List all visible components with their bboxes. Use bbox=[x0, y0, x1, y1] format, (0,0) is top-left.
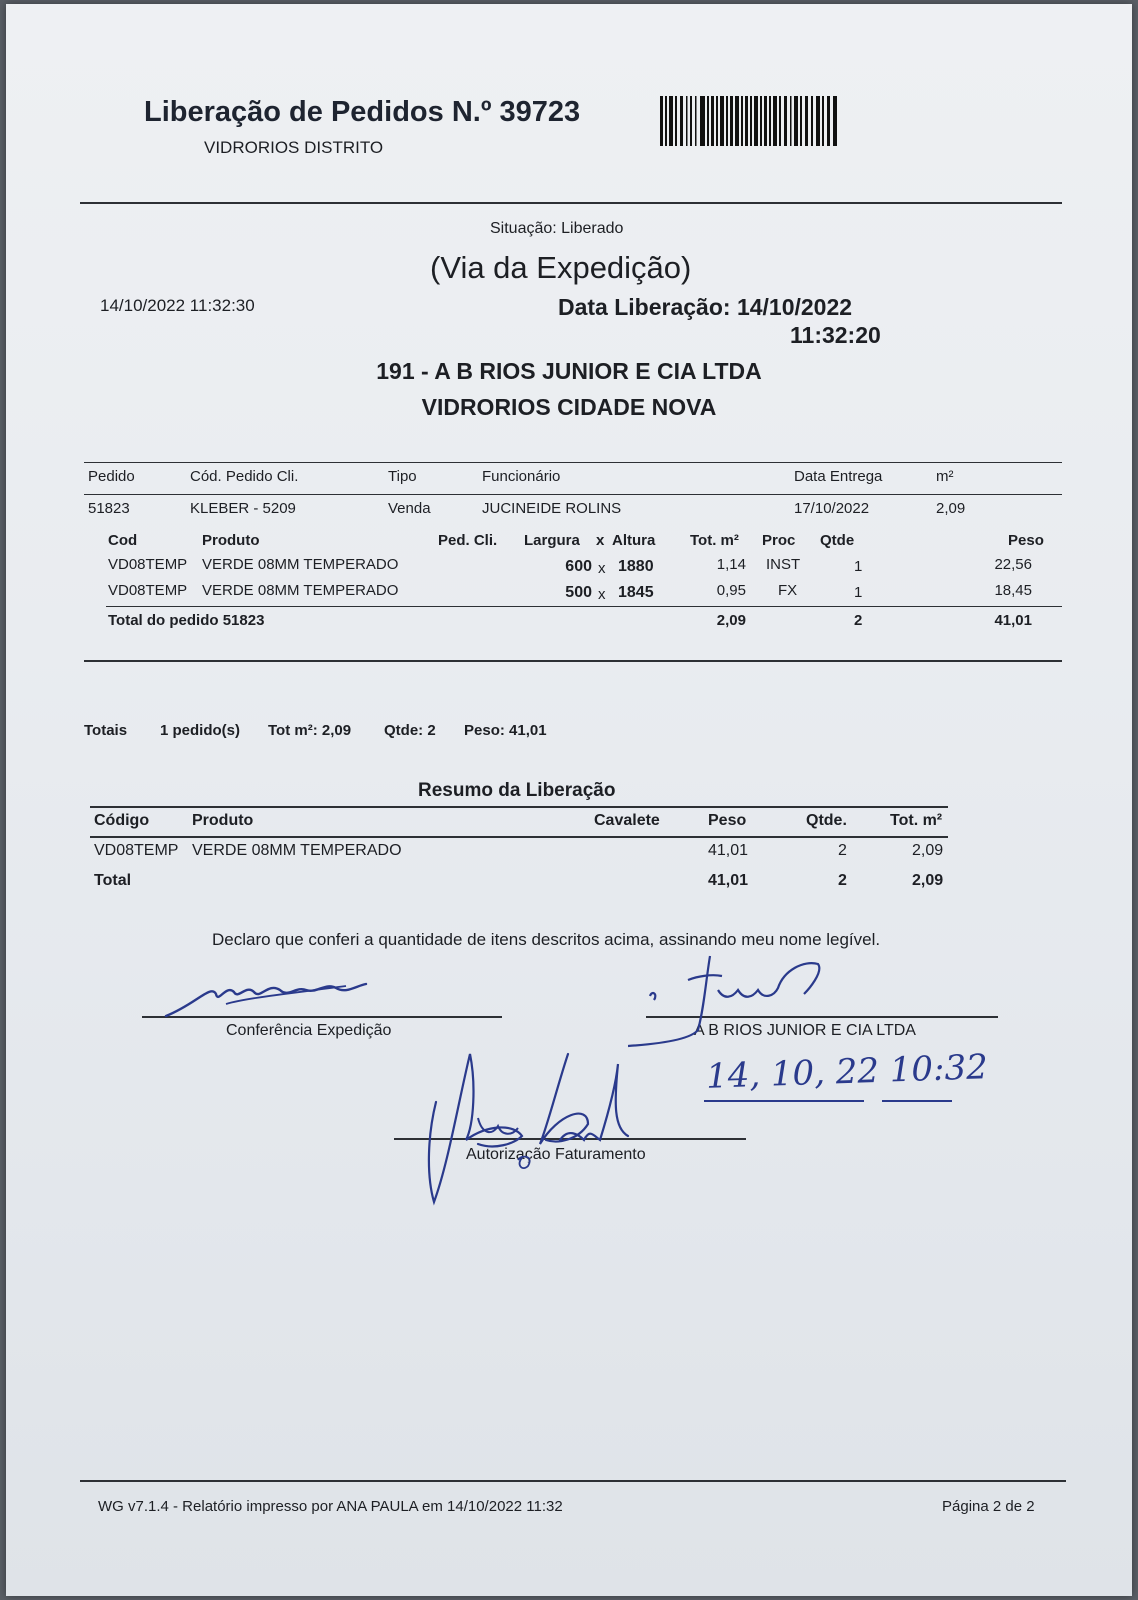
situacao-label: Situação: Liberado bbox=[490, 220, 624, 237]
resumo-header-cavalete: Cavalete bbox=[594, 812, 660, 829]
handwritten-date: 14, 10, 22 10:32 bbox=[705, 1047, 989, 1097]
items-total-m2: 2,09 bbox=[716, 612, 746, 629]
signature-label-conferencia: Conferência Expedição bbox=[226, 1022, 392, 1039]
resumo-header-rule bbox=[90, 836, 948, 838]
totals-qtde: Qtde: 2 bbox=[384, 722, 436, 739]
handwritten-signature bbox=[156, 964, 396, 1024]
items-total-rule bbox=[106, 606, 1062, 607]
resumo-codigo: VD08TEMP bbox=[94, 842, 179, 859]
signature-label-autorizacao: Autorização Faturamento bbox=[466, 1146, 646, 1163]
resumo-total-tot-m2: 2,09 bbox=[912, 872, 944, 889]
item-header-peso: Peso bbox=[1008, 532, 1044, 549]
handwritten-signature bbox=[628, 950, 858, 1050]
item-produto: VERDE 08MM TEMPERADO bbox=[202, 582, 399, 599]
item-peso: 22,56 bbox=[994, 556, 1032, 573]
resumo-total-label: Total bbox=[94, 872, 132, 889]
resumo-produto: VERDE 08MM TEMPERADO bbox=[192, 842, 402, 859]
resumo-tot-m2: 2,09 bbox=[912, 842, 944, 859]
declaration-text: Declaro que conferi a quantidade de itens descritos acima, assinando meu nome legível. bbox=[212, 930, 881, 949]
col-header-cod-pedido-cli: Cód. Pedido Cli. bbox=[190, 468, 299, 485]
col-header-m2: m² bbox=[936, 468, 954, 485]
item-tot-m2: 1,14 bbox=[716, 556, 746, 573]
print-datetime: 14/10/2022 11:32:30 bbox=[100, 296, 255, 315]
resumo-title: Resumo da Liberação bbox=[418, 780, 616, 801]
item-peso: 18,45 bbox=[994, 582, 1032, 599]
data-liberacao: Data Liberação: 14/10/2022 bbox=[558, 294, 853, 320]
footer-page-number: Página 2 de 2 bbox=[942, 1498, 1035, 1515]
item-header-tot-m2: Tot. m² bbox=[690, 532, 739, 549]
totals-peso: Peso: 41,01 bbox=[464, 722, 547, 739]
item-header-cod: Cod bbox=[108, 532, 138, 549]
client-store: VIDRORIOS CIDADE NOVA bbox=[421, 394, 717, 420]
item-header-ped-cli: Ped. Cli. bbox=[438, 532, 498, 549]
item-qtde: 1 bbox=[854, 558, 863, 575]
items-total-label: Total do pedido 51823 bbox=[108, 612, 265, 629]
resumo-total-qtde: 2 bbox=[838, 872, 847, 889]
footer-divider bbox=[80, 1480, 1066, 1482]
order-m2: 2,09 bbox=[936, 500, 966, 517]
item-tot-m2: 0,95 bbox=[716, 582, 746, 599]
col-header-funcionario: Funcionário bbox=[482, 468, 561, 485]
resumo-total-peso: 41,01 bbox=[708, 872, 749, 889]
resumo-peso: 41,01 bbox=[708, 842, 749, 859]
item-proc: FX bbox=[778, 582, 798, 599]
totals-pedidos: 1 pedido(s) bbox=[160, 722, 241, 739]
items-total-peso: 41,01 bbox=[994, 612, 1032, 629]
resumo-header-tot-m2: Tot. m² bbox=[890, 812, 943, 829]
handwritten-time-underline bbox=[882, 1100, 952, 1102]
item-header-proc: Proc bbox=[762, 532, 796, 549]
item-x: x bbox=[598, 560, 606, 577]
item-x: x bbox=[598, 586, 606, 603]
client-name: 191 - A B RIOS JUNIOR E CIA LTDA bbox=[376, 358, 762, 384]
order-pedido: 51823 bbox=[88, 500, 130, 517]
totals-m2: Tot m²: 2,09 bbox=[268, 722, 352, 739]
document-title: Liberação de Pedidos N.º 39723 bbox=[144, 96, 581, 128]
resumo-qtde: 2 bbox=[838, 842, 847, 859]
item-cod: VD08TEMP bbox=[108, 582, 188, 599]
order-funcionario: JUCINEIDE ROLINS bbox=[482, 500, 622, 517]
resumo-top-rule bbox=[90, 806, 948, 808]
col-header-data-entrega: Data Entrega bbox=[794, 468, 883, 485]
item-altura: 1880 bbox=[618, 558, 654, 575]
item-header-produto: Produto bbox=[202, 532, 260, 549]
item-header-qtde: Qtde bbox=[820, 532, 855, 549]
item-header-x: x bbox=[596, 532, 605, 549]
document-page bbox=[6, 4, 1132, 1596]
order-tipo: Venda bbox=[388, 500, 431, 517]
resumo-header-qtde: Qtde. bbox=[806, 812, 847, 829]
item-header-largura: Largura bbox=[524, 532, 580, 549]
handwritten-date-underline bbox=[704, 1100, 864, 1102]
item-altura: 1845 bbox=[618, 584, 654, 601]
via-label: (Via da Expedição) bbox=[430, 250, 692, 285]
data-liberacao-time: 11:32:20 bbox=[790, 322, 881, 348]
order-data-entrega: 17/10/2022 bbox=[794, 500, 870, 517]
items-total-qtde: 2 bbox=[854, 612, 863, 629]
item-cod: VD08TEMP bbox=[108, 556, 188, 573]
item-largura: 500 bbox=[565, 584, 592, 601]
footer-printed-by: WG v7.1.4 - Relatório impresso por ANA PAULA em 14/10/2022 11:32 bbox=[98, 1498, 563, 1515]
item-produto: VERDE 08MM TEMPERADO bbox=[202, 556, 399, 573]
order-table-top-rule bbox=[84, 462, 1062, 463]
item-header-altura: Altura bbox=[612, 532, 656, 549]
barcode bbox=[660, 96, 838, 146]
signature-label-cliente: A B RIOS JUNIOR E CIA LTDA bbox=[694, 1022, 916, 1039]
resumo-header-codigo: Código bbox=[94, 812, 150, 829]
item-largura: 600 bbox=[565, 558, 592, 575]
item-proc: INST bbox=[766, 556, 801, 573]
handwritten-signature bbox=[418, 1044, 658, 1214]
resumo-header-peso: Peso bbox=[708, 812, 747, 829]
header-divider bbox=[80, 202, 1062, 204]
item-qtde: 1 bbox=[854, 584, 863, 601]
totals-label: Totais bbox=[84, 722, 128, 739]
order-table-bottom-rule bbox=[84, 660, 1062, 662]
col-header-tipo: Tipo bbox=[388, 468, 417, 485]
company-name: VIDRORIOS DISTRITO bbox=[204, 138, 384, 157]
resumo-header-produto: Produto bbox=[192, 812, 254, 829]
order-cod-pedido-cli: KLEBER - 5209 bbox=[190, 500, 296, 517]
order-table-header-rule bbox=[84, 494, 1062, 495]
col-header-pedido: Pedido bbox=[88, 468, 135, 485]
